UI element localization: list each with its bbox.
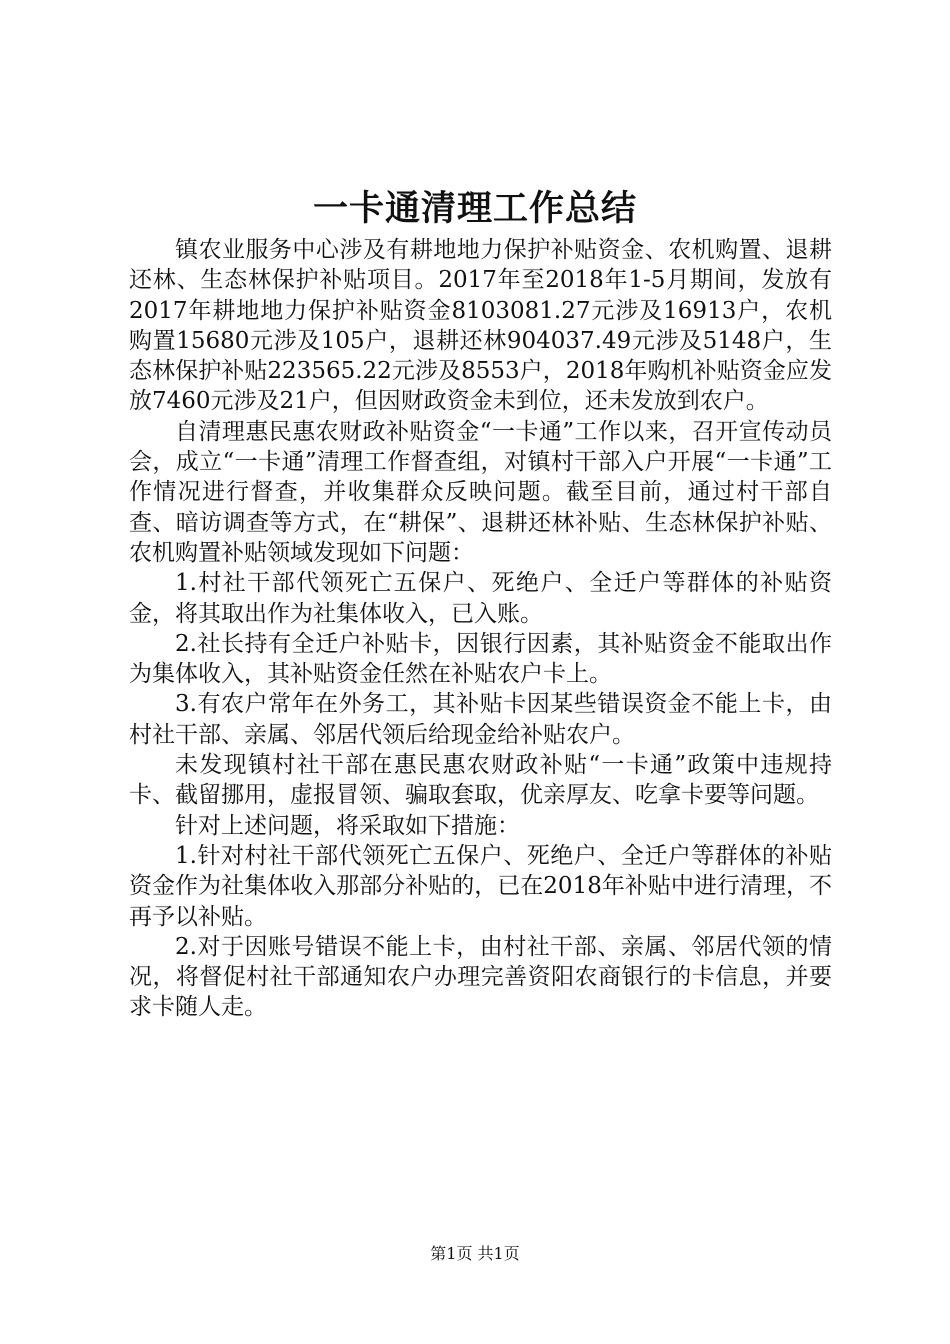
paragraph-5: 3.有农户常年在外务工，其补贴卡因某些错误资金不能上卡，由村社干部、亲属、邻居代领后给现金给补贴农户。 — [129, 691, 832, 748]
paragraph-9: 2.对于因账号错误不能上卡，由村社干部、亲属、邻居代领的情况，将督促村社干部通知农户办理完善资阳农商银行的卡信息，并要求卡随人走。 — [129, 933, 832, 1021]
page-number-footer: 第1页 共1页 — [430, 1244, 520, 1263]
paragraph-1: 镇农业服务中心涉及有耕地地力保护补贴资金、农机购置、退耕还林、生态林保护补贴项目。2017年至2018年1-5月期间，发放有2017年耕地地力保护补贴资金8103081.27元涉及16913户，农机购置15680元涉及105户，退耕还林904037.49元涉及5148户，生态林保护补贴223565.22元涉及8553户，2018年购机补贴资金应发放7460元涉及21户，但因财政资金未到位，还未发放到农户。 — [129, 237, 832, 415]
paragraph-2: 自清理惠民惠农财政补贴资金“一卡通”工作以来，召开宣传动员会，成立“一卡通”清理工作督查组，对镇村干部入户开展“一卡通”工作情况进行督查，并收集群众反映问题。截至目前，通过村干部自查、暗访调查等方式，在“耕保”、退耕还林补贴、生态林保护补贴、农机购置补贴领域发现如下问题： — [129, 418, 832, 566]
paragraph-3: 1.村社干部代领死亡五保户、死绝户、全迁户等群体的补贴资金，将其取出作为社集体收入，已入账。 — [129, 570, 832, 627]
document-title: 一卡通清理工作总结 — [312, 188, 637, 229]
paragraph-6: 未发现镇村社干部在惠民惠农财政补贴“一卡通”政策中违规持卡、截留挪用，虚报冒领、骗取套取，优亲厚友、吃拿卡要等问题。 — [129, 752, 832, 809]
paragraph-4: 2.社长持有全迁户补贴卡，因银行因素，其补贴资金不能取出作为集体收入，其补贴资金任然在补贴农户卡上。 — [129, 630, 832, 688]
paragraph-7: 针对上述问题，将采取如下措施： — [175, 812, 520, 839]
document-body — [129, 235, 832, 1023]
paragraph-8: 1.针对村社干部代领死亡五保户、死绝户、全迁户等群体的补贴资金作为社集体收入那部分补贴的，已在2018年补贴中进行清理，不再予以补贴。 — [129, 842, 832, 930]
